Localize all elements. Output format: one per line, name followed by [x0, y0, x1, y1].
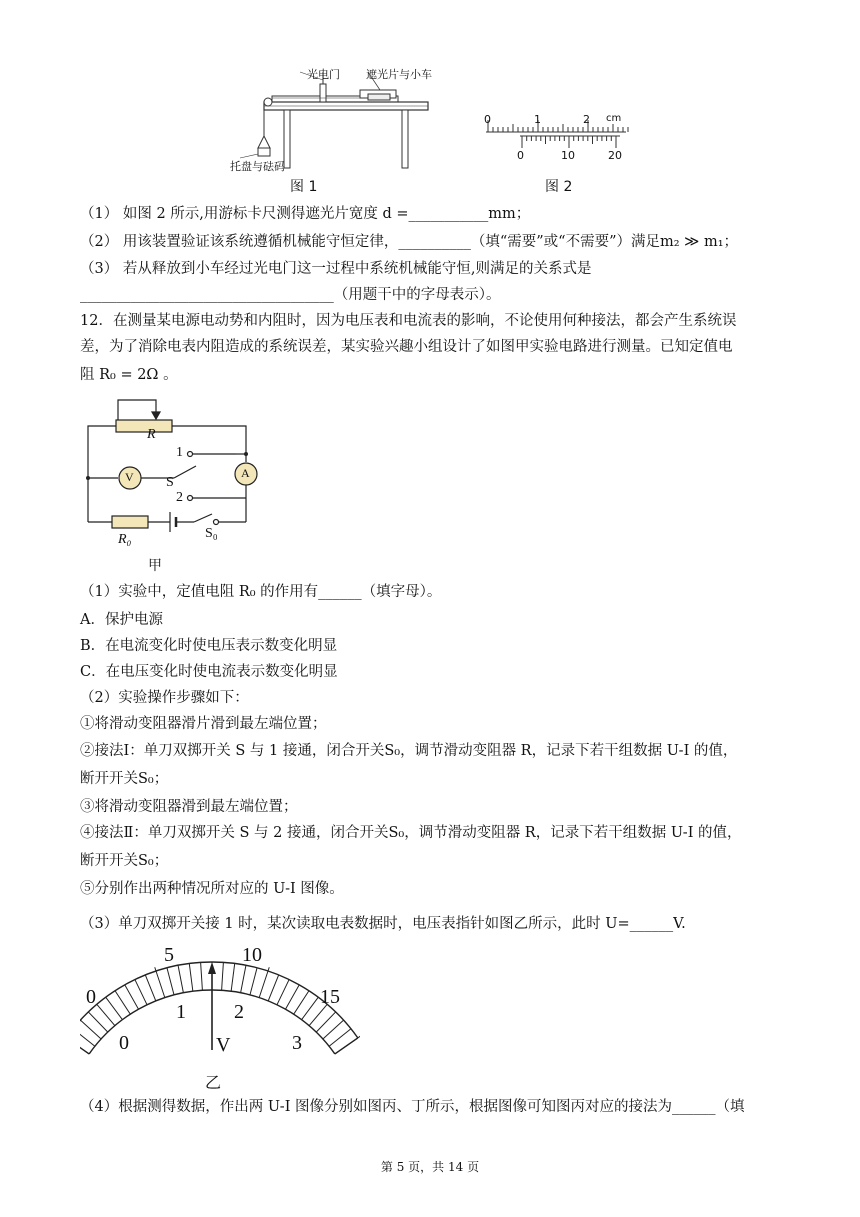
vernier-vern-0: 0	[517, 149, 524, 162]
vernier-vern-20: 20	[608, 149, 622, 162]
dial-tick	[106, 997, 123, 1019]
circuit-label-A: A	[241, 466, 250, 480]
dial-tick	[323, 1020, 344, 1039]
dial-unit: V	[216, 1034, 231, 1056]
dial-tick	[155, 967, 165, 997]
circuit-label-R: R	[147, 427, 156, 442]
dial-tick	[231, 963, 235, 991]
vernier-main-2: 2	[583, 113, 590, 126]
q12-step-4a: ④接法Ⅱ：单刀双掷开关 S 与 2 接通，闭合开关S₀，调节滑动变阻器 R，记录下若干组数据 U-I 的值，	[80, 825, 742, 841]
q11-part-3-blank: ___________________________________（用题干中的字母表示）。	[80, 287, 501, 303]
label-gate: 光电门	[307, 68, 340, 81]
dial-inner-2: 2	[234, 1001, 244, 1023]
dial-outer-10: 10	[242, 944, 262, 966]
q12-option-B: B．在电流变化时使电压表示数变化明显	[80, 638, 338, 654]
dial-outer-5: 5	[164, 944, 174, 966]
dial-tick	[241, 965, 246, 992]
q12-sub-3: （3）单刀双掷开关接 1 时，某次读取电表数据时，电压表指针如图乙所示，此时 U=______V.	[80, 916, 686, 932]
dial-tick	[329, 1029, 351, 1046]
q12-step-2b: 断开开关S₀；	[80, 771, 169, 787]
dial-tick	[285, 985, 299, 1009]
circuit-diagram	[78, 392, 268, 552]
dial-tick	[277, 980, 289, 1005]
meter-caption: 乙	[205, 1073, 222, 1092]
dial-inner-1: 1	[176, 1001, 186, 1023]
q11-part-3: （3） 若从释放到小车经过光电门这一过程中系统机械能守恒,则满足的关系式是	[80, 261, 592, 277]
q12-sub-1: （1）实验中，定值电阻 R₀ 的作用有______（填字母）。	[80, 584, 442, 600]
dial-outer-0: 0	[86, 986, 96, 1008]
dial-tick	[268, 975, 278, 1001]
dial-tick	[178, 965, 183, 992]
label-car: 遮光片与小车	[366, 68, 432, 81]
vernier-main-0: 0	[484, 113, 491, 126]
circuit-label-V: V	[125, 470, 134, 484]
dial-tick	[302, 997, 319, 1019]
circuit-label-1: 1	[176, 445, 183, 460]
dial-inner-3: 3	[292, 1032, 302, 1054]
dial-outer-15: 15	[320, 986, 340, 1008]
q11-part-2: （2） 用该装置验证该系统遵循机械能守恒定律，__________（填“需要”或“不需要”）满足m₂ ≫ m₁；	[80, 234, 739, 250]
dial-tick	[115, 991, 130, 1014]
q12-step-4b: 断开开关S₀；	[80, 853, 169, 869]
q12-sub-4: （4）根据测得数据，作出两 U-I 图像分别如图丙、丁所示，根据图像可知图丙对应的接法为______（填	[80, 1099, 745, 1115]
circuit-label-2: 2	[176, 490, 183, 505]
page-footer: 第 5 页，共 14 页	[380, 1160, 480, 1174]
vernier-unit: cm	[606, 113, 622, 124]
dial-tick	[201, 962, 203, 990]
label-weight: 托盘与砝码	[230, 160, 285, 173]
dial-tick	[145, 975, 155, 1001]
figure-1-caption: 图 1	[290, 179, 318, 195]
dial-tick	[259, 967, 269, 997]
q12-sub-2: （2）实验操作步骤如下：	[80, 690, 249, 706]
dial-tick	[80, 1020, 101, 1039]
dial-tick	[88, 1012, 107, 1032]
dial-tick	[189, 963, 193, 991]
circuit-label-S: S	[166, 475, 174, 490]
dial-tick	[135, 980, 147, 1005]
figure-2-caption: 图 2	[545, 179, 573, 195]
q12-option-A: A．保护电源	[80, 612, 163, 628]
q12-option-C: C．在电压变化时使电流表示数变化明显	[80, 664, 338, 680]
circuit-label-R0: R₀	[118, 532, 132, 547]
q12-step-1: ①将滑动变阻器滑片滑到最左端位置；	[80, 716, 327, 732]
dial-tick	[316, 1012, 335, 1032]
q12-intro-3: 阻 R₀ = 2Ω 。	[80, 367, 178, 383]
dial-tick	[125, 985, 139, 1009]
dial-tick	[250, 968, 257, 995]
dial-tick	[222, 962, 224, 990]
q12-step-5: ⑤分别作出两种情况所对应的 U-I 图像。	[80, 881, 344, 897]
q12-intro-1: 12．在测量某电源电动势和内阻时，因为电压表和电流表的影响，不论使用何种接法，都会产生系统误	[80, 313, 737, 329]
dial-tick	[294, 991, 309, 1014]
vernier-main-1: 1	[534, 113, 541, 126]
q12-intro-2: 差，为了消除电表内阻造成的系统误差，某实验兴趣小组设计了如图甲实验电路进行测量。已知定值电	[80, 339, 733, 355]
dial-inner-0: 0	[119, 1032, 129, 1054]
dial-tick	[167, 968, 174, 995]
dial-tick	[97, 1004, 115, 1025]
circuit-label-S0: S₀	[205, 526, 218, 541]
q12-step-3: ③将滑动变阻器滑到最左端位置；	[80, 799, 298, 815]
q11-part-1: （1） 如图 2 所示,用游标卡尺测得遮光片宽度 d =___________mm；	[80, 206, 531, 222]
vernier-vern-10: 10	[561, 149, 575, 162]
circuit-caption: 甲	[148, 558, 162, 574]
q12-step-2a: ②接法Ⅰ：单刀双掷开关 S 与 1 接通，闭合开关S₀，调节滑动变阻器 R，记录下若干组数据 U-I 的值，	[80, 743, 738, 759]
